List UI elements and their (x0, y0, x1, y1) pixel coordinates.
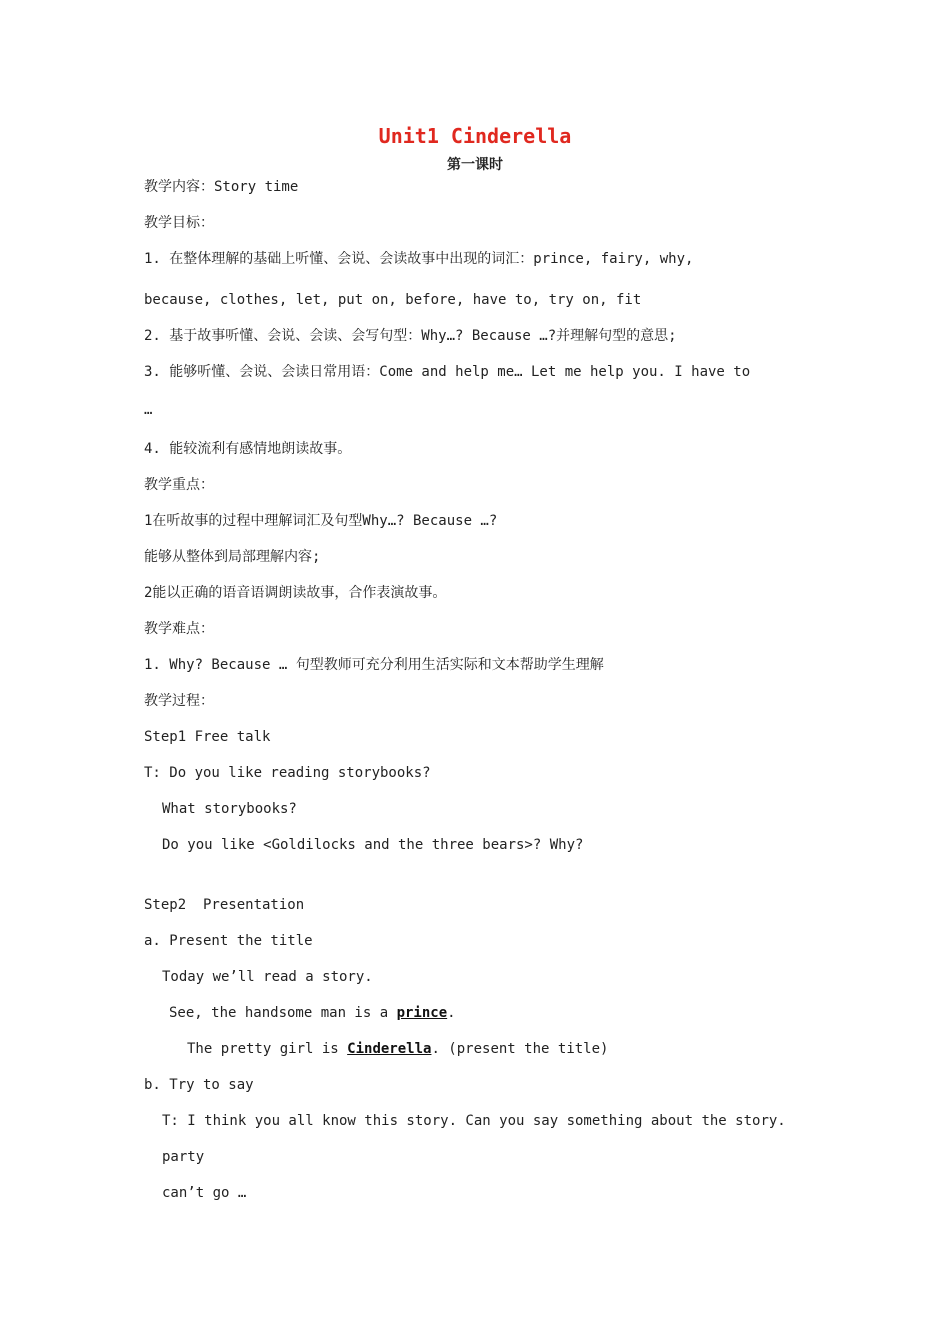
objective-1-cont: because, clothes, let, put on, before, have to, try on, fit (144, 292, 642, 308)
key-point-1: 1在听故事的过程中理解词汇及句型Why…? Because …? (144, 513, 498, 529)
difficulties-heading: 教学难点： (144, 621, 214, 637)
text-segment: . (present the title) (431, 1041, 609, 1057)
process-heading: 教学过程： (144, 693, 214, 709)
key-point-2: 2能以正确的语音语调朗读故事，合作表演故事。 (144, 585, 447, 601)
text-segment: . (447, 1005, 456, 1021)
objectives-heading: 教学目标： (144, 215, 214, 231)
key-points-heading: 教学重点： (144, 477, 214, 493)
objective-1: 1. 在整体理解的基础上听懂、会说、会读故事中出现的词汇：prince, fairy, why, (144, 251, 694, 267)
step2-a-line-3 (187, 1039, 608, 1059)
document-subtitle: 第一课时 (447, 157, 503, 173)
step1-line-1: T: Do you like reading storybooks? (144, 765, 431, 781)
step1-heading: Step1 Free talk (144, 729, 271, 745)
text-segment: See, the handsome man is a (169, 1005, 397, 1021)
objective-3: 3. 能够听懂、会说、会读日常用语：Come and help me… Let me help you. I have to (144, 364, 751, 380)
text-segment: The pretty girl is (187, 1041, 348, 1057)
step2-a-line-1: Today we’ll read a story. (162, 969, 373, 985)
step1-line-3: Do you like <Goldilocks and the three bears>? Why? (162, 837, 584, 853)
key-point-1-cont: 能够从整体到局部理解内容; (144, 549, 321, 565)
difficulty-1: 1. Why? Because … 句型教师可充分利用生活实际和文本帮助学生理解 (144, 657, 604, 673)
keyword-prince: prince (396, 1005, 448, 1021)
step2-a: a. Present the title (144, 933, 313, 949)
step2-b-line-2: party (162, 1149, 205, 1165)
keyword-cinderella: Cinderella (347, 1041, 432, 1057)
step2-a-line-2 (169, 1003, 456, 1023)
step2-heading: Step2 Presentation (144, 897, 305, 913)
objective-4: 4. 能较流利有感情地朗读故事。 (144, 441, 352, 457)
step2-b: b. Try to say (144, 1077, 254, 1093)
teaching-content: 教学内容：Story time (144, 179, 299, 195)
objective-3-cont: … (144, 402, 153, 418)
step2-b-line-3: can’t go … (162, 1185, 247, 1201)
document-title: Unit1 Cinderella (378, 124, 572, 148)
objective-2: 2. 基于故事听懂、会说、会读、会写句型：Why…? Because …?并理解句型的意思; (144, 328, 677, 344)
step1-line-2: What storybooks? (162, 801, 297, 817)
step2-b-line-1: T: I think you all know this story. Can you say something about the story. (162, 1113, 786, 1129)
